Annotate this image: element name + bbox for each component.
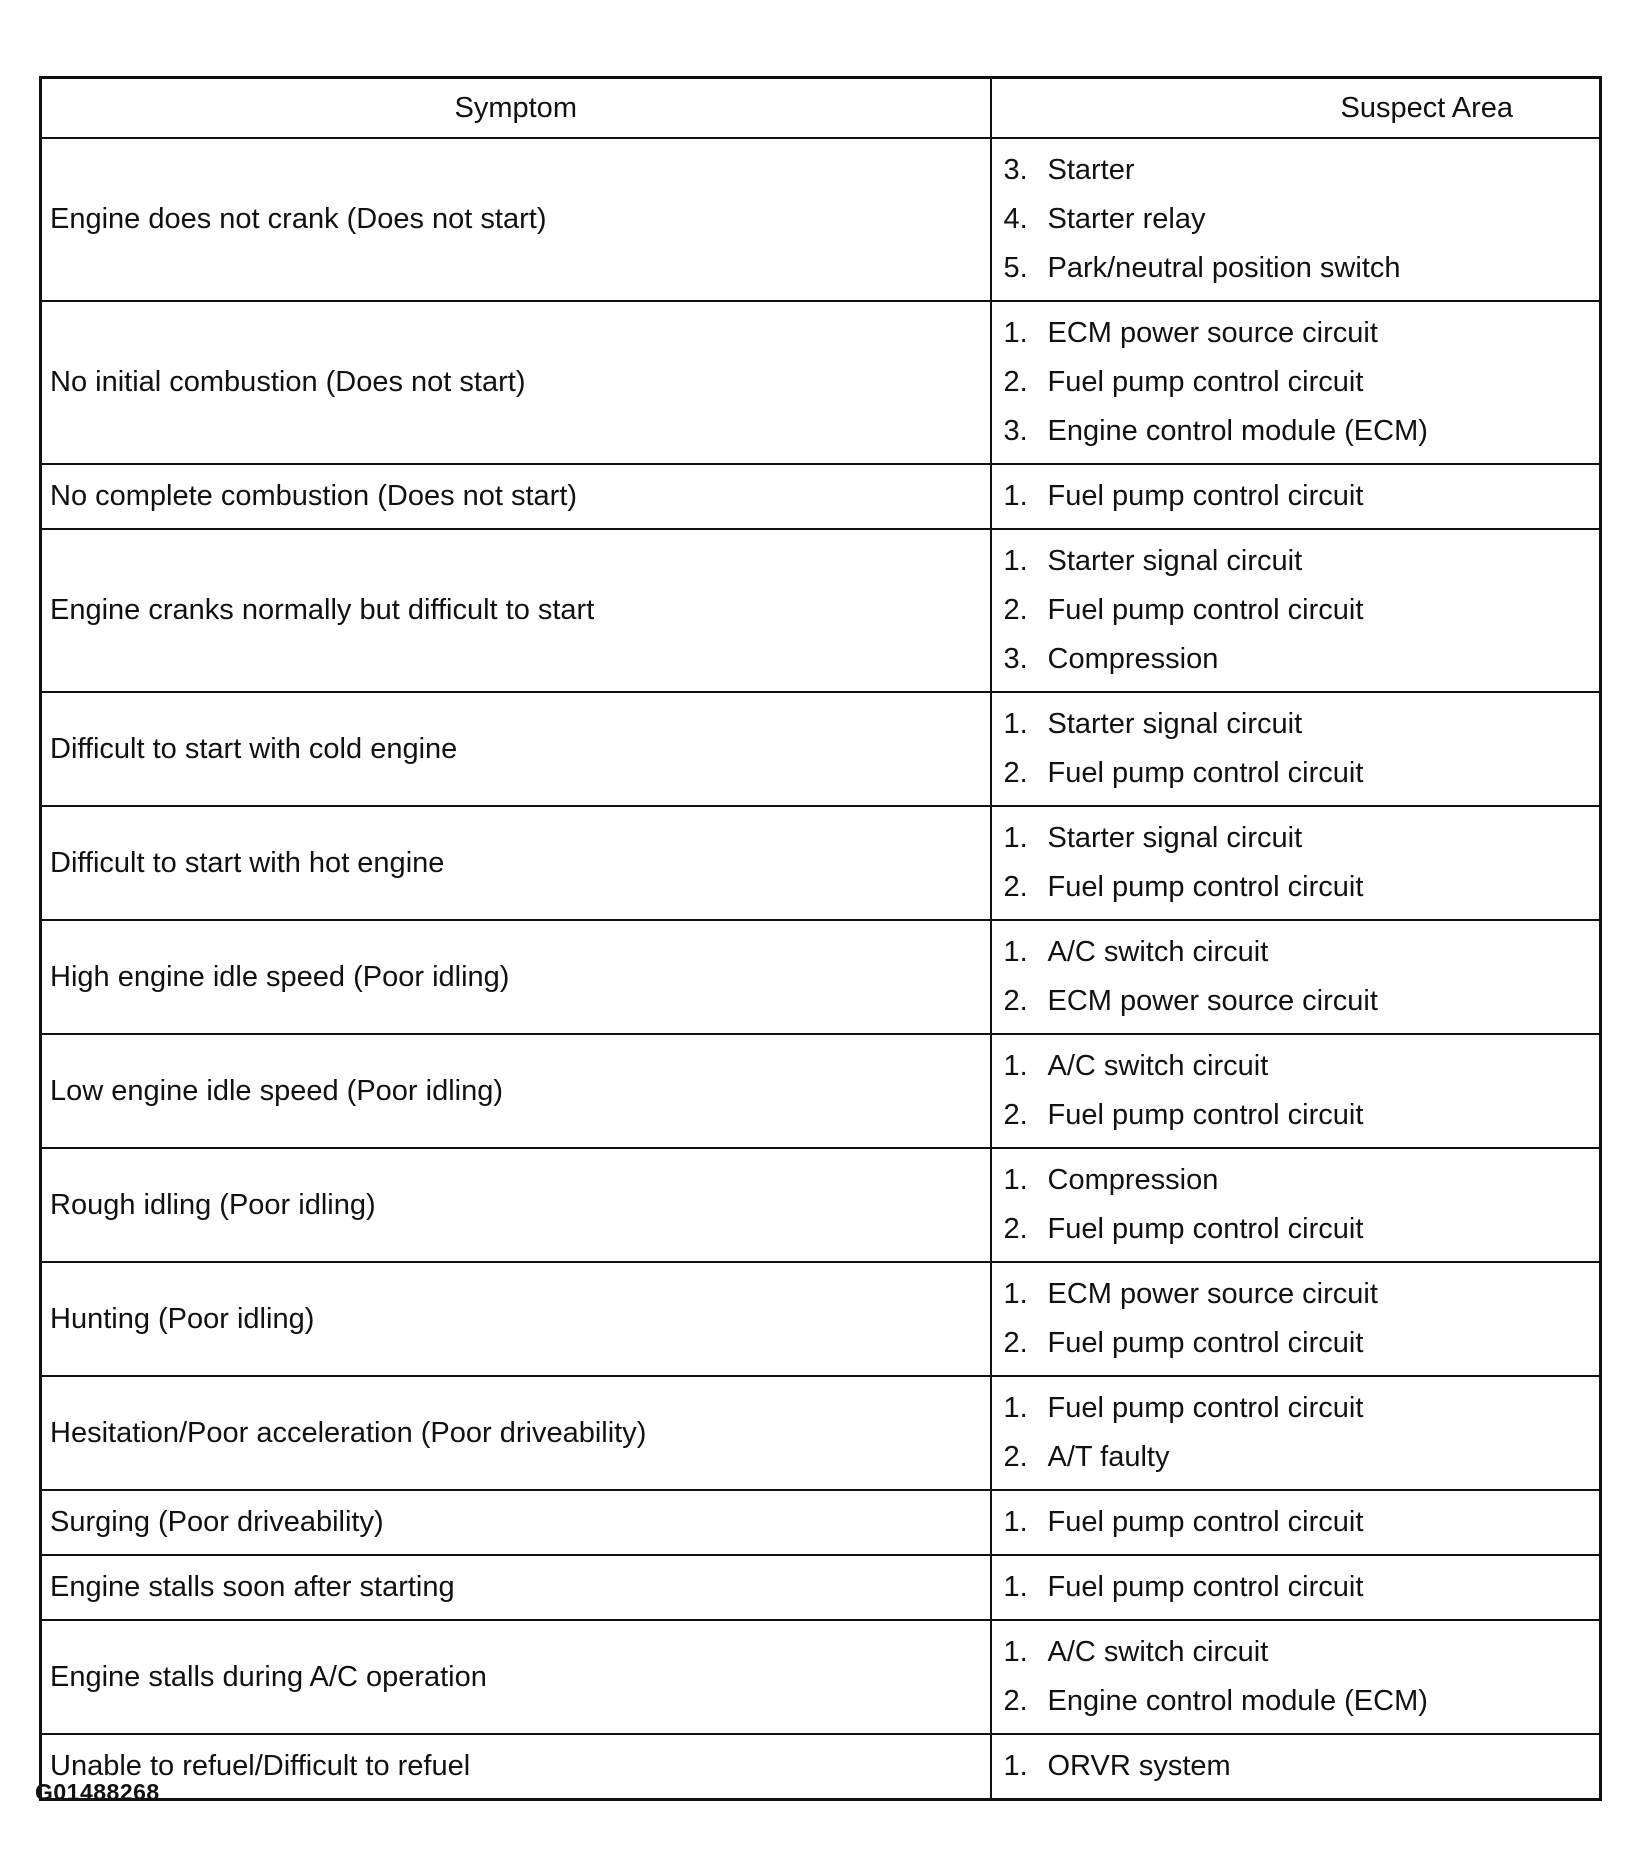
suspect-number: 2.	[1003, 1099, 1028, 1131]
suspect-text: Starter signal circuit	[1047, 545, 1303, 577]
suspect-number: 1.	[1003, 480, 1028, 512]
suspect-number: 2.	[1003, 1685, 1028, 1717]
table-row	[41, 1376, 1601, 1490]
suspect-area-cell	[991, 1555, 1601, 1620]
suspect-item	[1004, 1156, 1600, 1205]
suspect-item	[1004, 1384, 1600, 1433]
suspect-area-cell	[991, 692, 1601, 806]
suspect-text: ORVR system	[1047, 1750, 1231, 1782]
suspect-area-cell	[991, 138, 1601, 301]
suspect-item	[1004, 146, 1600, 195]
suspect-number: 2.	[1003, 366, 1028, 398]
suspect-number: 1.	[1003, 708, 1028, 740]
suspect-text: Starter signal circuit	[1047, 822, 1303, 854]
suspect-number: 3.	[1003, 154, 1028, 186]
suspect-item	[1004, 244, 1600, 293]
table-row	[41, 692, 1601, 806]
suspect-number: 1.	[1003, 936, 1028, 968]
symptom-cell: No complete combustion (Does not start)	[41, 464, 991, 529]
suspect-item	[1004, 749, 1600, 798]
table-row	[41, 1148, 1601, 1262]
symptom-cell: No initial combustion (Does not start)	[41, 301, 991, 464]
suspect-text: Fuel pump control circuit	[1047, 1213, 1364, 1245]
symptom-table	[39, 76, 1602, 1801]
table-row	[41, 1034, 1601, 1148]
suspect-number: 2.	[1003, 985, 1028, 1017]
suspect-number: 3.	[1003, 643, 1028, 675]
suspect-text: A/C switch circuit	[1047, 1050, 1269, 1082]
table-row	[41, 529, 1601, 692]
table-row	[41, 806, 1601, 920]
suspect-item	[1004, 1433, 1600, 1482]
symptom-cell: High engine idle speed (Poor idling)	[41, 920, 991, 1034]
symptom-cell: Difficult to start with cold engine	[41, 692, 991, 806]
suspect-text: Fuel pump control circuit	[1047, 480, 1364, 512]
suspect-number: 1.	[1003, 1164, 1028, 1196]
suspect-text: Fuel pump control circuit	[1047, 594, 1364, 626]
table-row	[41, 464, 1601, 529]
suspect-text: Starter relay	[1047, 203, 1206, 235]
symptom-cell: Engine stalls during A/C operation	[41, 1620, 991, 1734]
suspect-number: 2.	[1003, 1441, 1028, 1473]
suspect-item	[1004, 1270, 1600, 1319]
suspect-area-cell	[991, 301, 1601, 464]
suspect-number: 2.	[1003, 1327, 1028, 1359]
suspect-number: 1.	[1003, 1050, 1028, 1082]
suspect-item	[1004, 1677, 1600, 1726]
symptom-cell: Engine does not crank (Does not start)	[41, 138, 991, 301]
suspect-item	[1004, 472, 1600, 521]
suspect-number: 3.	[1003, 415, 1028, 447]
suspect-text: Engine control module (ECM)	[1047, 415, 1428, 447]
suspect-item	[1004, 635, 1600, 684]
suspect-text: Compression	[1047, 643, 1219, 675]
symptom-cell: Surging (Poor driveability)	[41, 1490, 991, 1555]
suspect-text: A/C switch circuit	[1047, 1636, 1269, 1668]
suspect-item	[1004, 1628, 1600, 1677]
suspect-text: ECM power source circuit	[1047, 1278, 1378, 1310]
suspect-text: ECM power source circuit	[1047, 317, 1378, 349]
table-row	[41, 920, 1601, 1034]
table-row	[41, 1262, 1601, 1376]
suspect-number: 1.	[1003, 1506, 1028, 1538]
suspect-text: Fuel pump control circuit	[1047, 871, 1364, 903]
symptom-cell: Difficult to start with hot engine	[41, 806, 991, 920]
suspect-item	[1004, 814, 1600, 863]
symptom-cell: Unable to refuel/Difficult to refuel	[41, 1734, 991, 1800]
suspect-text: Starter signal circuit	[1047, 708, 1303, 740]
symptom-cell: Low engine idle speed (Poor idling)	[41, 1034, 991, 1148]
suspect-number: 2.	[1003, 871, 1028, 903]
suspect-area-cell	[991, 806, 1601, 920]
suspect-number: 1.	[1003, 1571, 1028, 1603]
header-symptom: Symptom	[41, 78, 991, 139]
header-row	[41, 78, 1601, 139]
suspect-area-cell	[991, 1262, 1601, 1376]
symptom-cell: Engine cranks normally but difficult to start	[41, 529, 991, 692]
suspect-text: Starter	[1047, 154, 1135, 186]
suspect-number: 1.	[1003, 822, 1028, 854]
table-row	[41, 1734, 1601, 1800]
suspect-text: Fuel pump control circuit	[1047, 1392, 1364, 1424]
suspect-number: 2.	[1003, 594, 1028, 626]
symptom-cell: Hesitation/Poor acceleration (Poor driveability)	[41, 1376, 991, 1490]
table-row	[41, 1620, 1601, 1734]
table-row	[41, 138, 1601, 301]
suspect-number: 1.	[1003, 1392, 1028, 1424]
suspect-item	[1004, 586, 1600, 635]
suspect-number: 2.	[1003, 757, 1028, 789]
suspect-item	[1004, 928, 1600, 977]
suspect-area-cell	[991, 1034, 1601, 1148]
table-row	[41, 1490, 1601, 1555]
suspect-item	[1004, 358, 1600, 407]
suspect-area-cell	[991, 920, 1601, 1034]
suspect-item	[1004, 407, 1600, 456]
suspect-item	[1004, 1742, 1600, 1791]
suspect-item	[1004, 1319, 1600, 1368]
suspect-item	[1004, 977, 1600, 1026]
suspect-text: Fuel pump control circuit	[1047, 1571, 1364, 1603]
suspect-area-cell	[991, 1376, 1601, 1490]
header-suspect-area: Suspect Area	[991, 78, 1601, 139]
suspect-item	[1004, 1042, 1600, 1091]
suspect-item	[1004, 1563, 1600, 1612]
suspect-item	[1004, 1498, 1600, 1547]
suspect-item	[1004, 863, 1600, 912]
suspect-text: Compression	[1047, 1164, 1219, 1196]
suspect-number: 5.	[1003, 252, 1028, 284]
suspect-number: 1.	[1003, 1278, 1028, 1310]
symptom-cell: Rough idling (Poor idling)	[41, 1148, 991, 1262]
figure-id: G01488268	[35, 1779, 160, 1805]
symptom-cell: Hunting (Poor idling)	[41, 1262, 991, 1376]
table-body	[41, 138, 1601, 1800]
suspect-text: A/T faulty	[1047, 1441, 1170, 1473]
suspect-text: ECM power source circuit	[1047, 985, 1378, 1017]
suspect-text: Fuel pump control circuit	[1047, 1099, 1364, 1131]
suspect-area-cell	[991, 1490, 1601, 1555]
suspect-text: Fuel pump control circuit	[1047, 1506, 1364, 1538]
suspect-item	[1004, 537, 1600, 586]
suspect-text: Park/neutral position switch	[1047, 252, 1401, 284]
suspect-number: 1.	[1003, 317, 1028, 349]
suspect-text: A/C switch circuit	[1047, 936, 1269, 968]
suspect-number: 1.	[1003, 545, 1028, 577]
symptom-cell: Engine stalls soon after starting	[41, 1555, 991, 1620]
table-row	[41, 1555, 1601, 1620]
suspect-text: Fuel pump control circuit	[1047, 366, 1364, 398]
suspect-number: 2.	[1003, 1213, 1028, 1245]
suspect-area-cell	[991, 464, 1601, 529]
suspect-number: 4.	[1003, 203, 1028, 235]
suspect-item	[1004, 309, 1600, 358]
suspect-text: Fuel pump control circuit	[1047, 757, 1364, 789]
suspect-number: 1.	[1003, 1750, 1028, 1782]
table-row	[41, 301, 1601, 464]
suspect-area-cell	[991, 1620, 1601, 1734]
suspect-item	[1004, 1091, 1600, 1140]
suspect-item	[1004, 700, 1600, 749]
suspect-text: Fuel pump control circuit	[1047, 1327, 1364, 1359]
suspect-area-cell	[991, 1148, 1601, 1262]
suspect-item	[1004, 195, 1600, 244]
suspect-area-cell	[991, 529, 1601, 692]
suspect-text: Engine control module (ECM)	[1047, 1685, 1428, 1717]
suspect-number: 1.	[1003, 1636, 1028, 1668]
suspect-item	[1004, 1205, 1600, 1254]
suspect-area-cell	[991, 1734, 1601, 1800]
